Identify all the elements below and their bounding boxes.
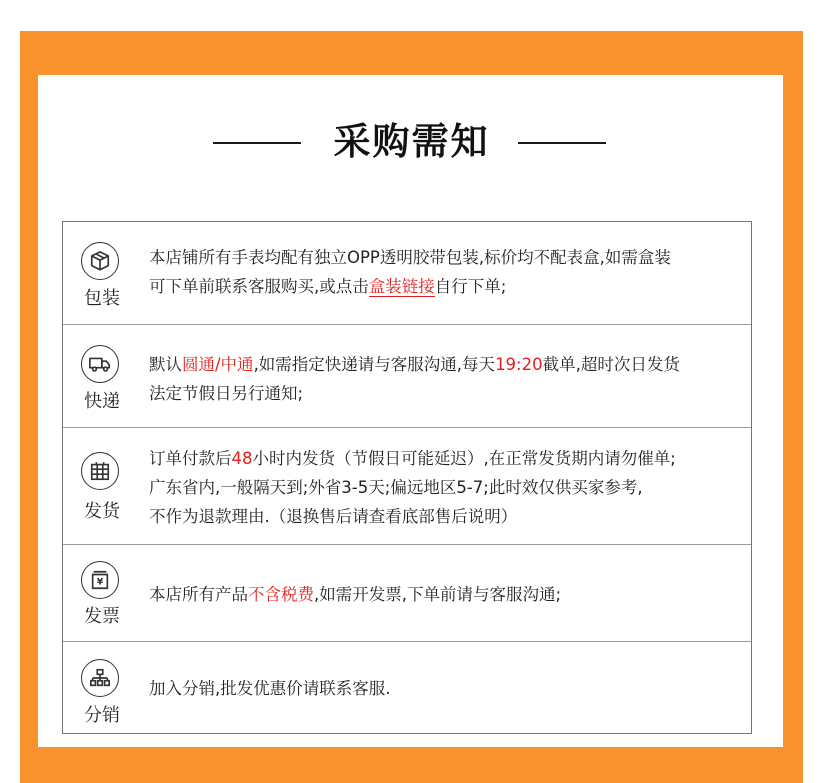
- row-text: [149, 674, 743, 703]
- truck-icon: [81, 345, 119, 383]
- section-heading: [0, 117, 823, 167]
- courier-highlight: 圆通/中通: [182, 355, 254, 374]
- row-label: 快递: [84, 391, 120, 412]
- row-text: [149, 350, 743, 408]
- text-segment: 默认: [149, 355, 182, 374]
- text-line: [149, 243, 743, 272]
- row-icon-column: [63, 642, 141, 733]
- text-segment: 小时内发货（节假日可能延迟）,在正常发货期内请勿催单;: [252, 449, 676, 468]
- notice-table: [62, 221, 752, 734]
- package-icon: [81, 242, 119, 280]
- row-text: [149, 243, 743, 301]
- row-shipping: [63, 325, 751, 428]
- text-line: [149, 444, 743, 473]
- text-line: [149, 272, 743, 301]
- row-text: [149, 580, 743, 609]
- text-segment: 不作为退款理由.（退换售后请查看底部售后说明）: [149, 507, 518, 526]
- text-line: [149, 379, 743, 408]
- text-line: [149, 674, 743, 703]
- text-line: [149, 580, 743, 609]
- row-label: 包装: [84, 288, 120, 309]
- svg-text:¥: ¥: [96, 576, 104, 588]
- heading-divider-left: [213, 142, 301, 144]
- page-title: 采购需知: [333, 120, 490, 163]
- calendar-icon: [81, 452, 119, 490]
- row-label: 分销: [84, 705, 120, 726]
- row-packaging: [63, 222, 751, 325]
- heading-divider-right: [518, 142, 606, 144]
- tax-highlight: 不含税费: [248, 585, 314, 604]
- text-segment: 截单,超时次日发货: [542, 355, 680, 374]
- row-label: 发货: [84, 501, 120, 522]
- distribution-icon: [81, 659, 119, 697]
- hours-highlight: 48: [231, 449, 253, 468]
- text-segment: 本店铺所有手表均配有独立OPP透明胶带包装,标价均不配表盒,如需盒装: [149, 248, 671, 267]
- row-icon-column: [63, 325, 141, 427]
- text-line: [149, 350, 743, 379]
- row-distribution: [63, 642, 751, 733]
- text-line: [149, 502, 743, 531]
- text-segment: 法定节假日另行通知;: [149, 384, 304, 403]
- row-invoice: [63, 545, 751, 642]
- row-dispatch: [63, 428, 751, 545]
- row-label: 发票: [84, 606, 120, 627]
- row-text: [149, 444, 743, 531]
- text-segment: 加入分销,批发优惠价请联系客服.: [149, 679, 391, 698]
- text-segment: 本店所有产品: [149, 585, 248, 604]
- row-icon-column: [63, 222, 141, 324]
- text-segment: 广东省内,一般隔天到;外省3-5天;偏远地区5-7;此时效仅供买家参考,: [149, 478, 643, 497]
- box-packaging-link[interactable]: 盒装链接: [368, 277, 435, 296]
- text-segment: ,如需开发票,下单前请与客服沟通;: [314, 585, 562, 604]
- text-line: [149, 473, 743, 502]
- text-segment: 自行下单;: [434, 277, 507, 296]
- row-icon-column: [63, 545, 141, 641]
- row-icon-column: [63, 428, 141, 544]
- cutoff-time-highlight: 19:20: [495, 355, 543, 374]
- text-segment: 可下单前联系客服购买,或点击: [149, 277, 369, 296]
- invoice-icon: [81, 561, 119, 599]
- text-segment: 订单付款后: [149, 449, 232, 468]
- text-segment: ,如需指定快递请与客服沟通,每天: [253, 355, 496, 374]
